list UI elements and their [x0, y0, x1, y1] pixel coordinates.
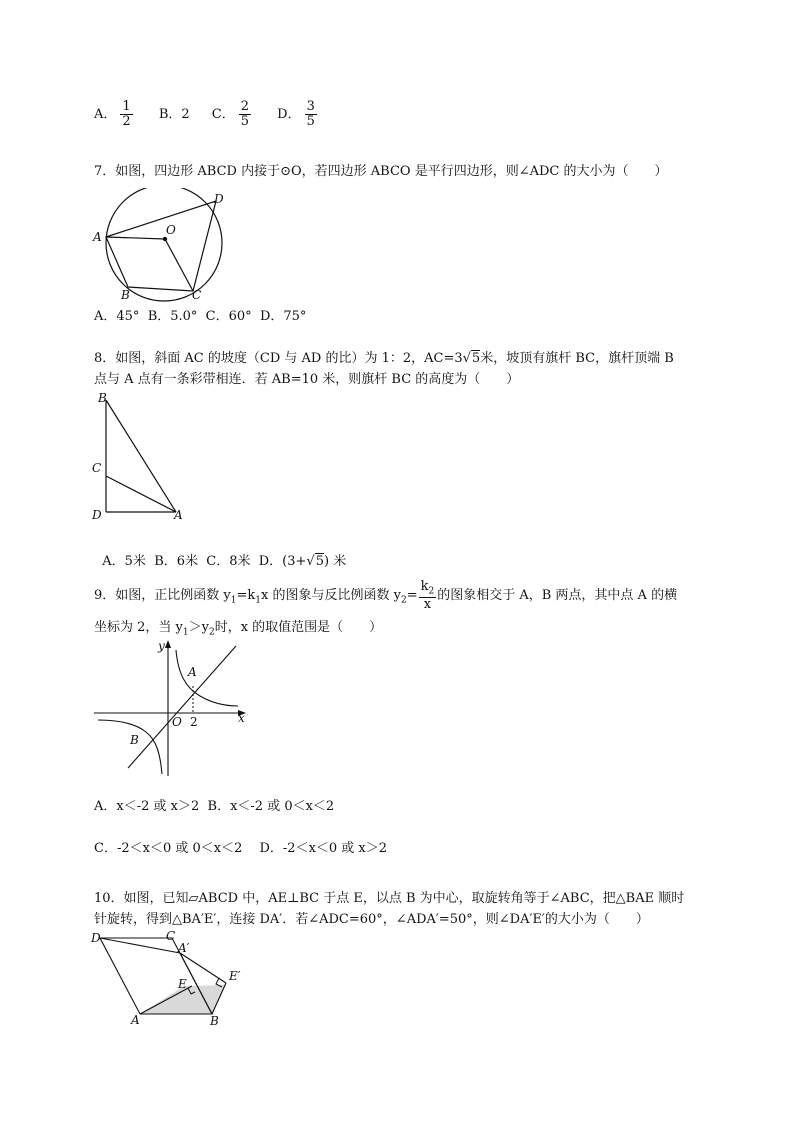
sqrt-sign: √	[306, 554, 315, 569]
q9-options-line2: C．-2＜x＜0 或 0＜x＜2 D．-2＜x＜0 或 x＞2	[94, 841, 388, 856]
quadrilateral-abcd	[106, 201, 216, 291]
fraction: $\frac{3}{5}$	[306, 99, 315, 129]
label-a: A	[174, 508, 183, 522]
segment-ao	[106, 237, 165, 239]
label-o: O	[172, 715, 182, 729]
label-c: C	[92, 461, 102, 475]
q6-option-a: A． $\frac{1}{2}$	[94, 99, 131, 129]
label-x: x	[238, 711, 245, 725]
line-y1	[128, 646, 236, 768]
label-c: C	[166, 929, 176, 943]
q8-options: A．5米 B．6米 C．8米 D．(3+√5) 米	[102, 554, 347, 569]
q10-stem-line2: 针旋转，得到△BA′E′，连接 DA′．若∠ADC=60°，∠ADA′=50°，则∠DA′E′的大小为（ ）	[94, 912, 649, 927]
q9-stem-line1: 9．如图，正比例函数 $y_1=k_1x$ 的图象与反比例函数 $y_2=$ $\frac{k_2}{x}$ 的图象相交于 A，B 两点，其中点 A 的横	[94, 579, 678, 612]
q9-options-line1: A．x＜-2 或 x＞2 B．x＜-2 或 0＜x＜2	[94, 799, 335, 814]
fraction: $\frac{2}{5}$	[240, 99, 250, 129]
q8-stem-line2: 点与 A 点有一条彩带相连．若 AB=10 米，则旗杆 BC 的高度为（ ）	[94, 372, 520, 387]
q6-options	[94, 98, 339, 132]
q9-stem-line2: 坐标为 2，当 $y_1>y_2$时，x 的取值范围是（ ）	[94, 620, 383, 638]
fraction: $\frac{1}{2}$	[122, 99, 131, 129]
label-y: y	[158, 639, 165, 653]
label-c: C	[192, 288, 202, 302]
label-2: 2	[190, 715, 198, 729]
label-d: D	[214, 192, 224, 206]
label-a: A	[188, 665, 197, 679]
label-o: O	[166, 223, 176, 237]
q6-option-d: D． $\frac{3}{5}$	[277, 99, 315, 129]
q10-parallelogram-figure	[88, 928, 258, 1032]
q6-option-b: B．2	[158, 107, 190, 122]
q7-options: A．45° B．5.0° C．60° D．75°	[94, 309, 307, 324]
label-b: B	[121, 288, 130, 302]
label-a: A	[93, 230, 102, 244]
q6-option-c: C． $\frac{2}{5}$	[211, 99, 250, 129]
sqrt-sign: √	[462, 351, 471, 366]
label-b: B	[210, 1014, 219, 1028]
label-a-prime: A′	[178, 941, 190, 955]
center-point	[163, 237, 167, 241]
label-a: A	[131, 1013, 140, 1027]
label-d: D	[91, 931, 101, 945]
slope-ca	[106, 476, 176, 512]
label-b: B	[130, 733, 139, 747]
q8-slope-figure	[90, 390, 190, 522]
q8-stem-line1: 8．如图，斜面 AC 的坡度（CD 与 AD 的比）为 1：2，AC=3√5米，坡顶有旗杆 BC，旗杆顶端 B	[94, 351, 674, 366]
segment-oc	[165, 239, 193, 291]
q7-circle-figure	[90, 188, 230, 304]
q7-stem: 7．如图，四边形 ABCD 内接于⊙O，若四边形 ABCO 是平行四边形，则∠ADC 的大小为（ ）	[94, 164, 668, 179]
label-b: B	[98, 391, 107, 405]
ribbon-ba	[106, 400, 176, 512]
label-e-prime: E′	[229, 969, 241, 983]
q10-stem-line1: 10．如图，已知▱ABCD 中，AE⊥BC 于点 E，以点 B 为中心，取旋转角等于∠ABC，把△BAE 顺时	[94, 891, 685, 906]
y-axis-arrow	[165, 640, 171, 648]
fraction-k2-over-x: $\frac{k_2}{x}$	[420, 579, 435, 612]
q9-graph-figure	[90, 636, 250, 778]
label-d: D	[92, 508, 102, 522]
label-e: E	[178, 977, 187, 991]
